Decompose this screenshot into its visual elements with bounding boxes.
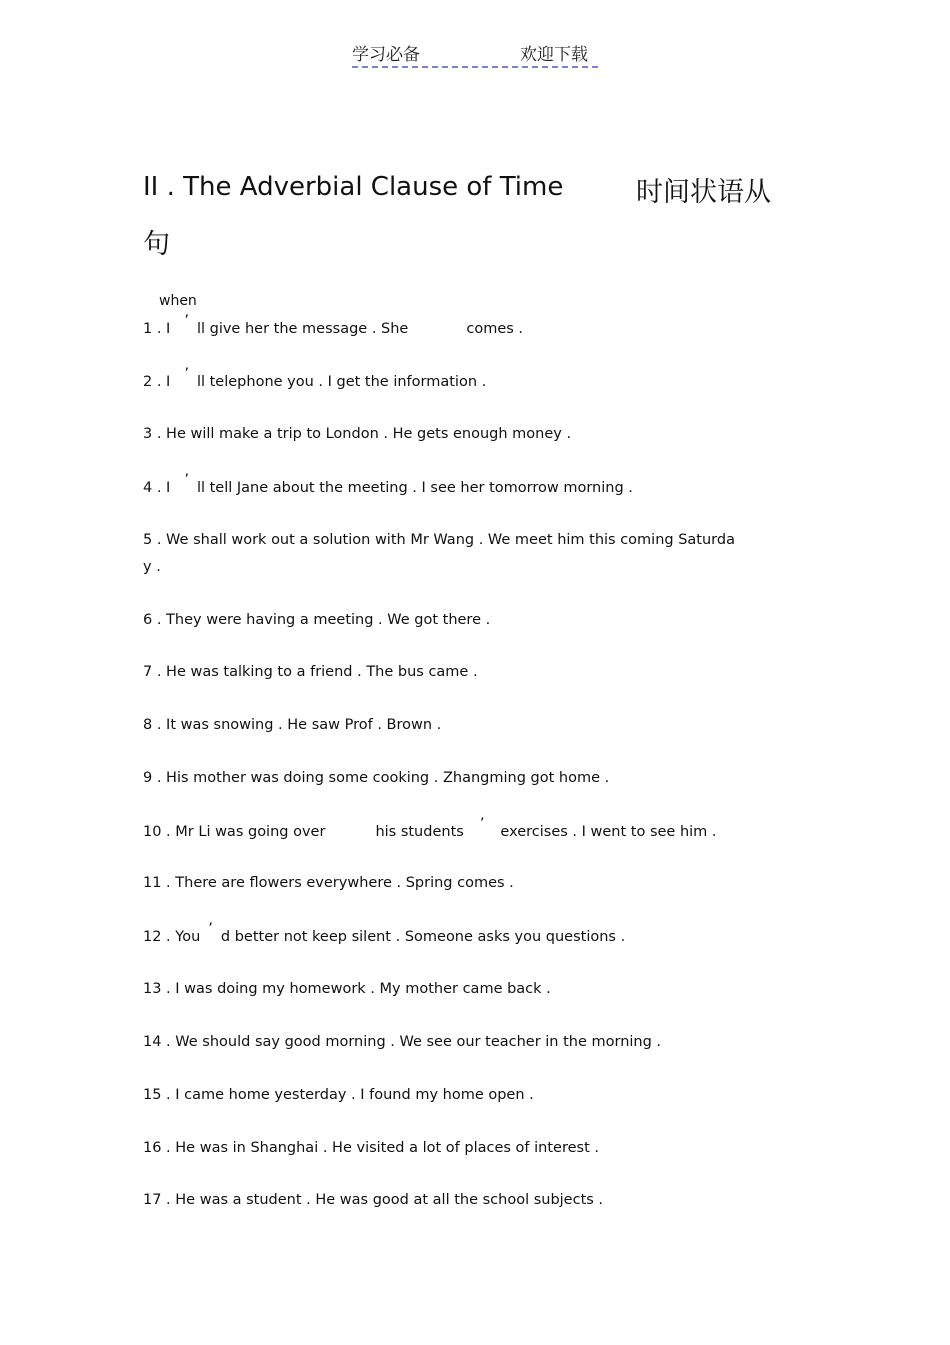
section-title-chinese: 时间状语从 — [636, 177, 771, 208]
item-number: 12 . You — [143, 929, 201, 945]
item-number: 10 . Mr Li was going over — [143, 824, 326, 840]
item-text: d better not keep silent . Someone asks you questions . — [220, 929, 626, 945]
exercise-item-8: 8 . It was snowing . He saw Prof . Brown . — [143, 717, 442, 733]
exercise-item-5-wrap: y . — [143, 559, 161, 575]
exercise-item-17: 17 . He was a student . He was good at all the school subjects . — [143, 1192, 604, 1208]
exercise-item-11: 11 . There are flowers everywhere . Spring comes . — [143, 875, 514, 891]
apostrophe: ’ — [479, 816, 485, 832]
exercise-item-4 — [143, 472, 633, 497]
exercise-item-6: 6 . They were having a meeting . We got there . — [143, 612, 491, 628]
exercise-item-16: 16 . He was in Shanghai . He visited a lot of places of interest . — [143, 1140, 599, 1156]
exercise-item-9: 9 . His mother was doing some cooking . Zhangming got home . — [143, 770, 610, 786]
section-title-english: II . The Adverbial Clause of Time — [143, 172, 564, 202]
section-title-chinese-continued: 句 — [143, 229, 170, 260]
apostrophe: ’ — [184, 313, 189, 329]
exercise-item-2 — [143, 366, 487, 391]
exercise-item-5: 5 . We shall work out a solution with Mr Wang . We meet him this coming Saturda — [143, 532, 735, 548]
exercise-item-3: 3 . He will make a trip to London . He gets enough money . — [143, 426, 572, 442]
apostrophe: ’ — [184, 366, 189, 382]
exercise-item-10 — [143, 816, 717, 841]
apostrophe: ’ — [184, 472, 189, 488]
item-number: 1 . I — [143, 321, 171, 337]
exercise-item-12 — [143, 921, 626, 946]
item-text: ll give her the message . She — [196, 321, 409, 337]
item-text: ll telephone you . I get the information . — [196, 374, 487, 390]
exercise-item-13: 13 . I was doing my homework . My mother came back . — [143, 981, 551, 997]
item-text: his students — [375, 824, 464, 840]
item-number: 4 . I — [143, 480, 171, 496]
header-right-text: 欢迎下载 — [520, 45, 588, 65]
page-header — [352, 40, 598, 68]
keyword-when: when — [159, 293, 197, 309]
header-left-text: 学习必备 — [352, 45, 420, 65]
item-number: 2 . I — [143, 374, 171, 390]
exercise-item-1 — [143, 313, 524, 338]
exercise-item-15: 15 . I came home yesterday . I found my home open . — [143, 1087, 534, 1103]
exercise-item-7: 7 . He was talking to a friend . The bus came . — [143, 664, 478, 680]
apostrophe: ’ — [208, 921, 213, 937]
item-text-end: comes . — [466, 321, 524, 337]
item-text: ll tell Jane about the meeting . I see her tomorrow morning . — [196, 480, 633, 496]
exercise-item-14: 14 . We should say good morning . We see our teacher in the morning . — [143, 1034, 662, 1050]
item-text-end: exercises . I went to see him . — [500, 824, 717, 840]
